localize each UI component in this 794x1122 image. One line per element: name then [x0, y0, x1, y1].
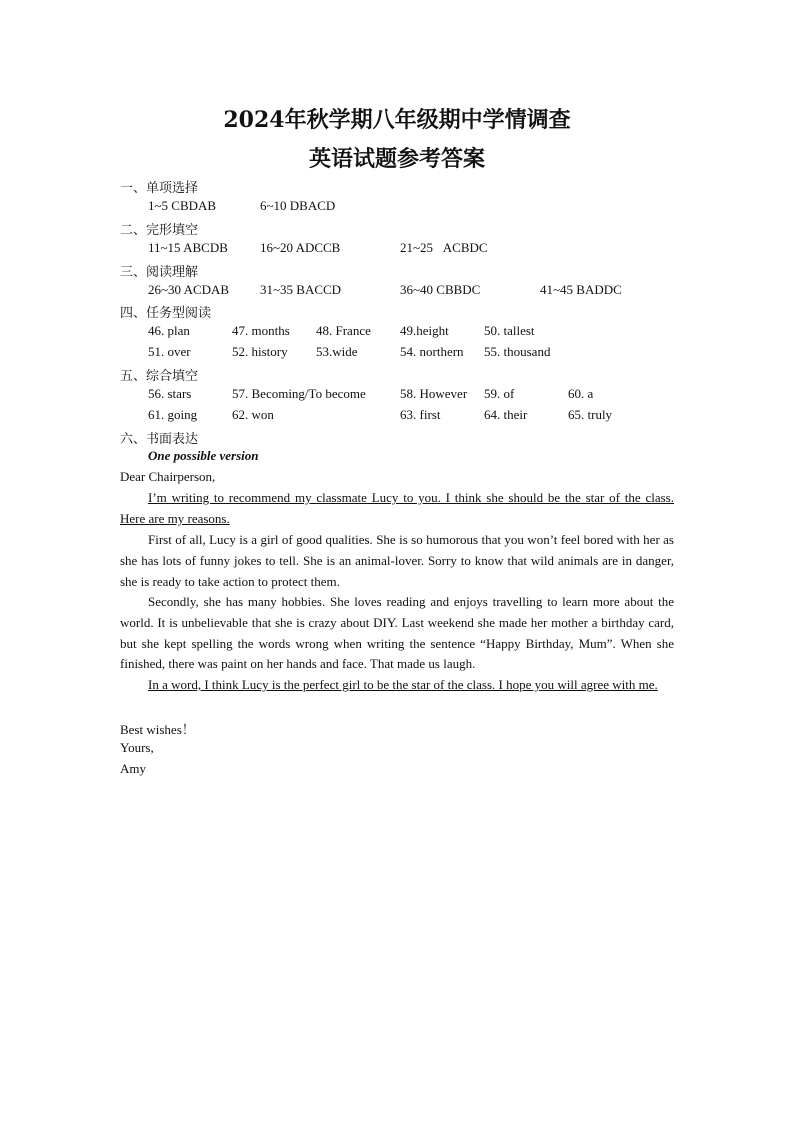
answer-cell: 26~30 ACDAB [148, 282, 230, 297]
section-heading-2: 二、完形填空 [120, 223, 199, 238]
paragraph-1-text: I’m writing to recommend my classmate Lucy to you. I think she should be the star of the class. Here are my reasons. [120, 490, 674, 526]
answer-cell: 58. However [400, 386, 468, 401]
answer-cell: 53.wide [316, 344, 358, 359]
letter-signoff: Yours, [120, 740, 154, 755]
answer-cell: 54. northern [400, 344, 464, 359]
answer-cell: 48. France [316, 323, 371, 338]
answer-cell: 31~35 BACCD [260, 282, 342, 297]
letter-signature: Amy [120, 761, 146, 776]
answer-cell: 52. history [232, 344, 288, 359]
answer-cell: 36~40 CBBDC [400, 282, 481, 297]
letter-paragraph-4 [120, 675, 674, 696]
answer-cell: 6~10 DBACD [260, 198, 336, 213]
section-heading-6: 六、书面表达 [120, 432, 199, 447]
answer-cell: 16~20 ADCCB [260, 240, 341, 255]
answer-cell: 46. plan [148, 323, 190, 338]
sample-label: One possible version [148, 448, 259, 463]
section-heading-3: 三、阅读理解 [120, 265, 199, 280]
answer-cell: 55. thousand [484, 344, 551, 359]
answer-cell: 49.height [400, 323, 449, 338]
letter-closing: Best wishes！ [120, 722, 195, 737]
letter-salutation: Dear Chairperson, [120, 469, 216, 484]
answer-cell: 61. going [148, 407, 198, 422]
answer-cell: 21~25 ACBDC [400, 240, 488, 255]
answer-cell: 56. stars [148, 386, 192, 401]
answer-cell: 64. their [484, 407, 528, 422]
section-heading-4: 四、任务型阅读 [120, 306, 212, 321]
answer-cell: 63. first [400, 407, 441, 422]
section-heading-5: 五、综合填空 [120, 369, 199, 384]
letter-paragraph-2: First of all, Lucy is a girl of good qualities. She is so humorous that you won’t feel bored with her as she has lots of funny jokes to tell. She is an animal-lover. Sorry to know that wild animals are in danger, she is ready to take action to protect them. [120, 532, 674, 589]
answer-cell: 62. won [232, 407, 274, 422]
section-heading-1: 一、单项选择 [120, 181, 199, 196]
page-title: 2024年秋学期八年级期中学情调查 [223, 107, 571, 133]
answer-cell: 1~5 CBDAB [148, 198, 217, 213]
answer-cell: 50. tallest [484, 323, 535, 338]
answer-cell: 65. truly [568, 407, 613, 422]
answer-cell: 11~15 ABCDB [148, 240, 228, 255]
answer-cell: 57. Becoming/To become [232, 386, 366, 401]
answer-cell: 47. months [232, 323, 290, 338]
answer-cell: 60. a [568, 386, 594, 401]
letter-paragraph-3: Secondly, she has many hobbies. She loves reading and enjoys travelling to learn more about the world. It is unbelievable that she is crazy about DIY. Last weekend she made her mother a birthday card, but she kept spelling the words wrong when writing the sentence “Happy Birthday, Mum”. When she finished, there was paint on her hands and face. That made us laugh. [120, 594, 674, 672]
paragraph-4-text: In a word, I think Lucy is the perfect girl to be the star of the class. I hope you will agree with me. [148, 677, 658, 692]
answer-cell: 59. of [484, 386, 515, 401]
letter-paragraph-1 [120, 488, 674, 530]
page-subtitle: 英语试题参考答案 [308, 146, 485, 172]
answer-cell: 51. over [148, 344, 191, 359]
answer-cell: 41~45 BADDC [540, 282, 622, 297]
